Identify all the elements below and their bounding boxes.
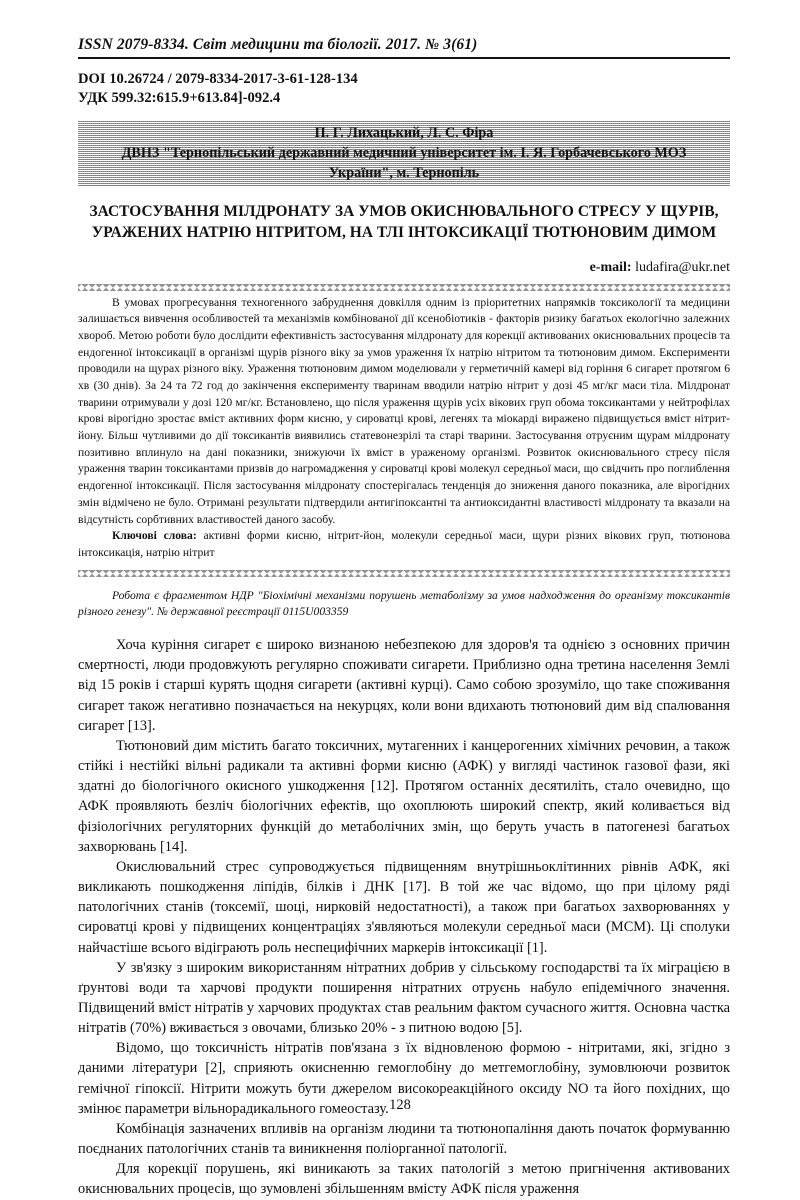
email-value[interactable]: ludafira@ukr.net <box>635 259 730 275</box>
header-divider <box>78 57 730 59</box>
affiliation-line-2: України", м. Тернопіль <box>328 165 480 182</box>
body-paragraph: У зв'язку з широким використанням нітратних добрив у сільському господарстві та їх міграцією в ґрунтові води та харчові продукти поширення нітратних отруєнь набуло епідемічного значення. Підвищений вміст нітратів у харчових продуктах став реальним фактом сучасного життя. Основна частка нітратів (70%) вживається з овочами, близько 20% - з питною водою [5]. <box>78 959 730 1037</box>
funding-note: Робота є фрагментом НДР "Біохімічні механізми порушень метаболізму за умов надходження до організму токсикантів різного генезу". № державної реєстрації 0115U003359 <box>78 588 730 619</box>
abstract-top-rule <box>78 284 730 291</box>
author-affiliation-block <box>78 120 730 187</box>
page-title <box>78 202 730 243</box>
abstract-bottom-rule <box>78 570 730 577</box>
title-line-1: ЗАСТОСУВАННЯ МІЛДРОНАТУ ЗА УМОВ ОКИСНЮВАЛЬНОГО СТРЕСУ У ЩУРІВ, <box>89 203 719 221</box>
email-label: e-mail: <box>589 259 632 275</box>
doi-text: DOI 10.26724 / 2079-8334-2017-3-61-128-134 <box>78 71 358 87</box>
article-body <box>78 635 730 1199</box>
body-paragraph: Комбінація зазначених впливів на організм людини та тютюнопаління дають початок формуванню поєднаних патологічних станів та виникнення поліорганної патології. <box>78 1120 730 1158</box>
affiliation-line-1: ДВНЗ "Тернопільський державний медичний університет ім. І. Я. Горбачевського МОЗ <box>121 144 687 161</box>
identifier-block <box>78 70 730 109</box>
body-paragraph: Відомо, що токсичність нітратів пов'язана з їх відновленою формою - нітритами, які, згідно з даними літератури [2], сприяють окисненню гемоглобіну до метгемоглобіну, зумовлюючи розвиток гемічної гіпоксії. Нітрити можуть бути джерелом високореакційного оксиду NO та його похідних, що змінює параметри вільнорадикального гомеостазу. <box>78 1040 730 1117</box>
body-paragraph: Хоча куріння сигарет є широко визнаною небезпекою для здоров'я та однією з основних причин смертності, люди продовжують регулярно споживати сигарети. Приблизно одна третина населення Землі від 15 років і старші курять щодня сигарети (активні курці). Само собою зрозуміло, що таке споживання сигарет також негативно позначається на некурцях, коли вони вдихають тютюновий дим від спалювання сигарет [13]. <box>78 637 730 734</box>
title-line-2: УРАЖЕНИХ НАТРІЮ НІТРИТОМ, НА ТЛІ ІНТОКСИКАЦІЇ ТЮТЮНОВИМ ДИМОМ <box>91 223 717 241</box>
contact-email <box>78 260 730 276</box>
running-head: ISSN 2079-8334. Світ медицини та біології. 2017. № 3(61) <box>78 36 478 53</box>
page-number: 128 <box>389 1097 411 1113</box>
keywords-paragraph <box>78 528 730 561</box>
keywords-text: активні форми кисню, нітрит-йон, молекули середньої маси, щури різних вікових груп, тютюнова інтоксикація, натрію нітрит <box>78 529 730 559</box>
body-paragraph: Тютюновий дим містить багато токсичних, мутагенних і канцерогенних хімічних речовин, а також стійкі і нестійкі вільні радикали та активні форми кисню (АФК) у вигляді частинок газової фази, які здатні до біологічного окисного ушкодження [12]. Протягом останніх десятиліть, стало очевидно, що АФК проявляють безліч біологічних ефектів, що охоплюють широкий спектр, який коливається від фізіологічних регуляторних функцій до метаболічних змін, що беруть участь в патогенезі багатьох захворювань [14]. <box>78 737 730 855</box>
abstract-text: В умовах прогресування техногенного забруднення довкілля одним із пріоритетних напрямків токсикології та медицини залишається вивчення особливостей та механізмів комбінованої дії ксенобіотиків - факторів ризику багатьох екологічно залежних хвороб. Метою роботи було дослідити ефективність застосування мілдронату для корекції активованих окиснювальних процесів та ендогенної інтоксикації в організмі щурів різного віку за умов ураження їх натрію нітритом та тютюновим димом. Експерименти проводили на щурах різного віку. Ураження тютюновим димом моделювали у герметичній камері від горіння 6 сигарет протягом 6 хв (30 днів). За 24 та 72 год до закінчення експерименту тваринам вводили натрію нітрит у дозі 45 мг/кг маси тіла. Мілдронат тварини отримували у дозі 120 мг/кг. Встановлено, що після ураження щурів усіх вікових груп обома токсикантами у нейтрофілах крові вірогідно зростає вміст активних форм кисню, у сироватці крові, легенях та міокарді виражено підвищується вміст нітрит-йону. Більш чутливими до дії токсикантів виявились статевонезрілі та старі тварини. Застосування отруєним щурам мілдронату позитивно вплинуло на дані показники, знижуючи їх вміст в ураженому організмі. Розвиток окиснювального стресу після ураження тварин токсикантами призвів до нагромадження у сироватці крові молекул середньої маси, що свідчить про поглиблення ендогенної інтоксикації. Після застосування мілдронату спостерігалась тенденція до зниження даного показника, але вірогідних змін відмічено не було. Отримані результати підтвердили антигіпоксантні та антиоксидантні властивості мілдронату та вказали на відсутність сорбтивних властивостей даного засобу. <box>78 295 730 526</box>
udk-text: УДК 599.32:615.9+613.84]-092.4 <box>78 90 281 107</box>
keywords-label: Ключові слова: <box>112 529 197 543</box>
abstract-section <box>78 295 730 562</box>
author-names: П. Г. Лихацький, Л. С. Фіра <box>314 124 494 141</box>
body-paragraph: Для корекції порушень, які виникають за таких патологій з метою пригнічення активованих окиснювальних процесів, що зумовлені збільшенням вмісту АФК після ураження <box>78 1161 730 1198</box>
body-paragraph: Окислювальний стрес супроводжується підвищенням внутрішньоклітинних рівнів АФК, які викликають пошкодження ліпідів, білків і ДНК [17]. В той же час відомо, що при цілому ряді патологічних станів (токсемії, шоці, нирковій недостатності), а також при багатьох захворюваннях у сироватці крові у підвищених концентраціях з'являються молекули середньої маси (МСМ). Ці сполуки найчастіше всього відіграють роль неспецифічних маркерів інтоксикації [1]. <box>78 858 730 956</box>
